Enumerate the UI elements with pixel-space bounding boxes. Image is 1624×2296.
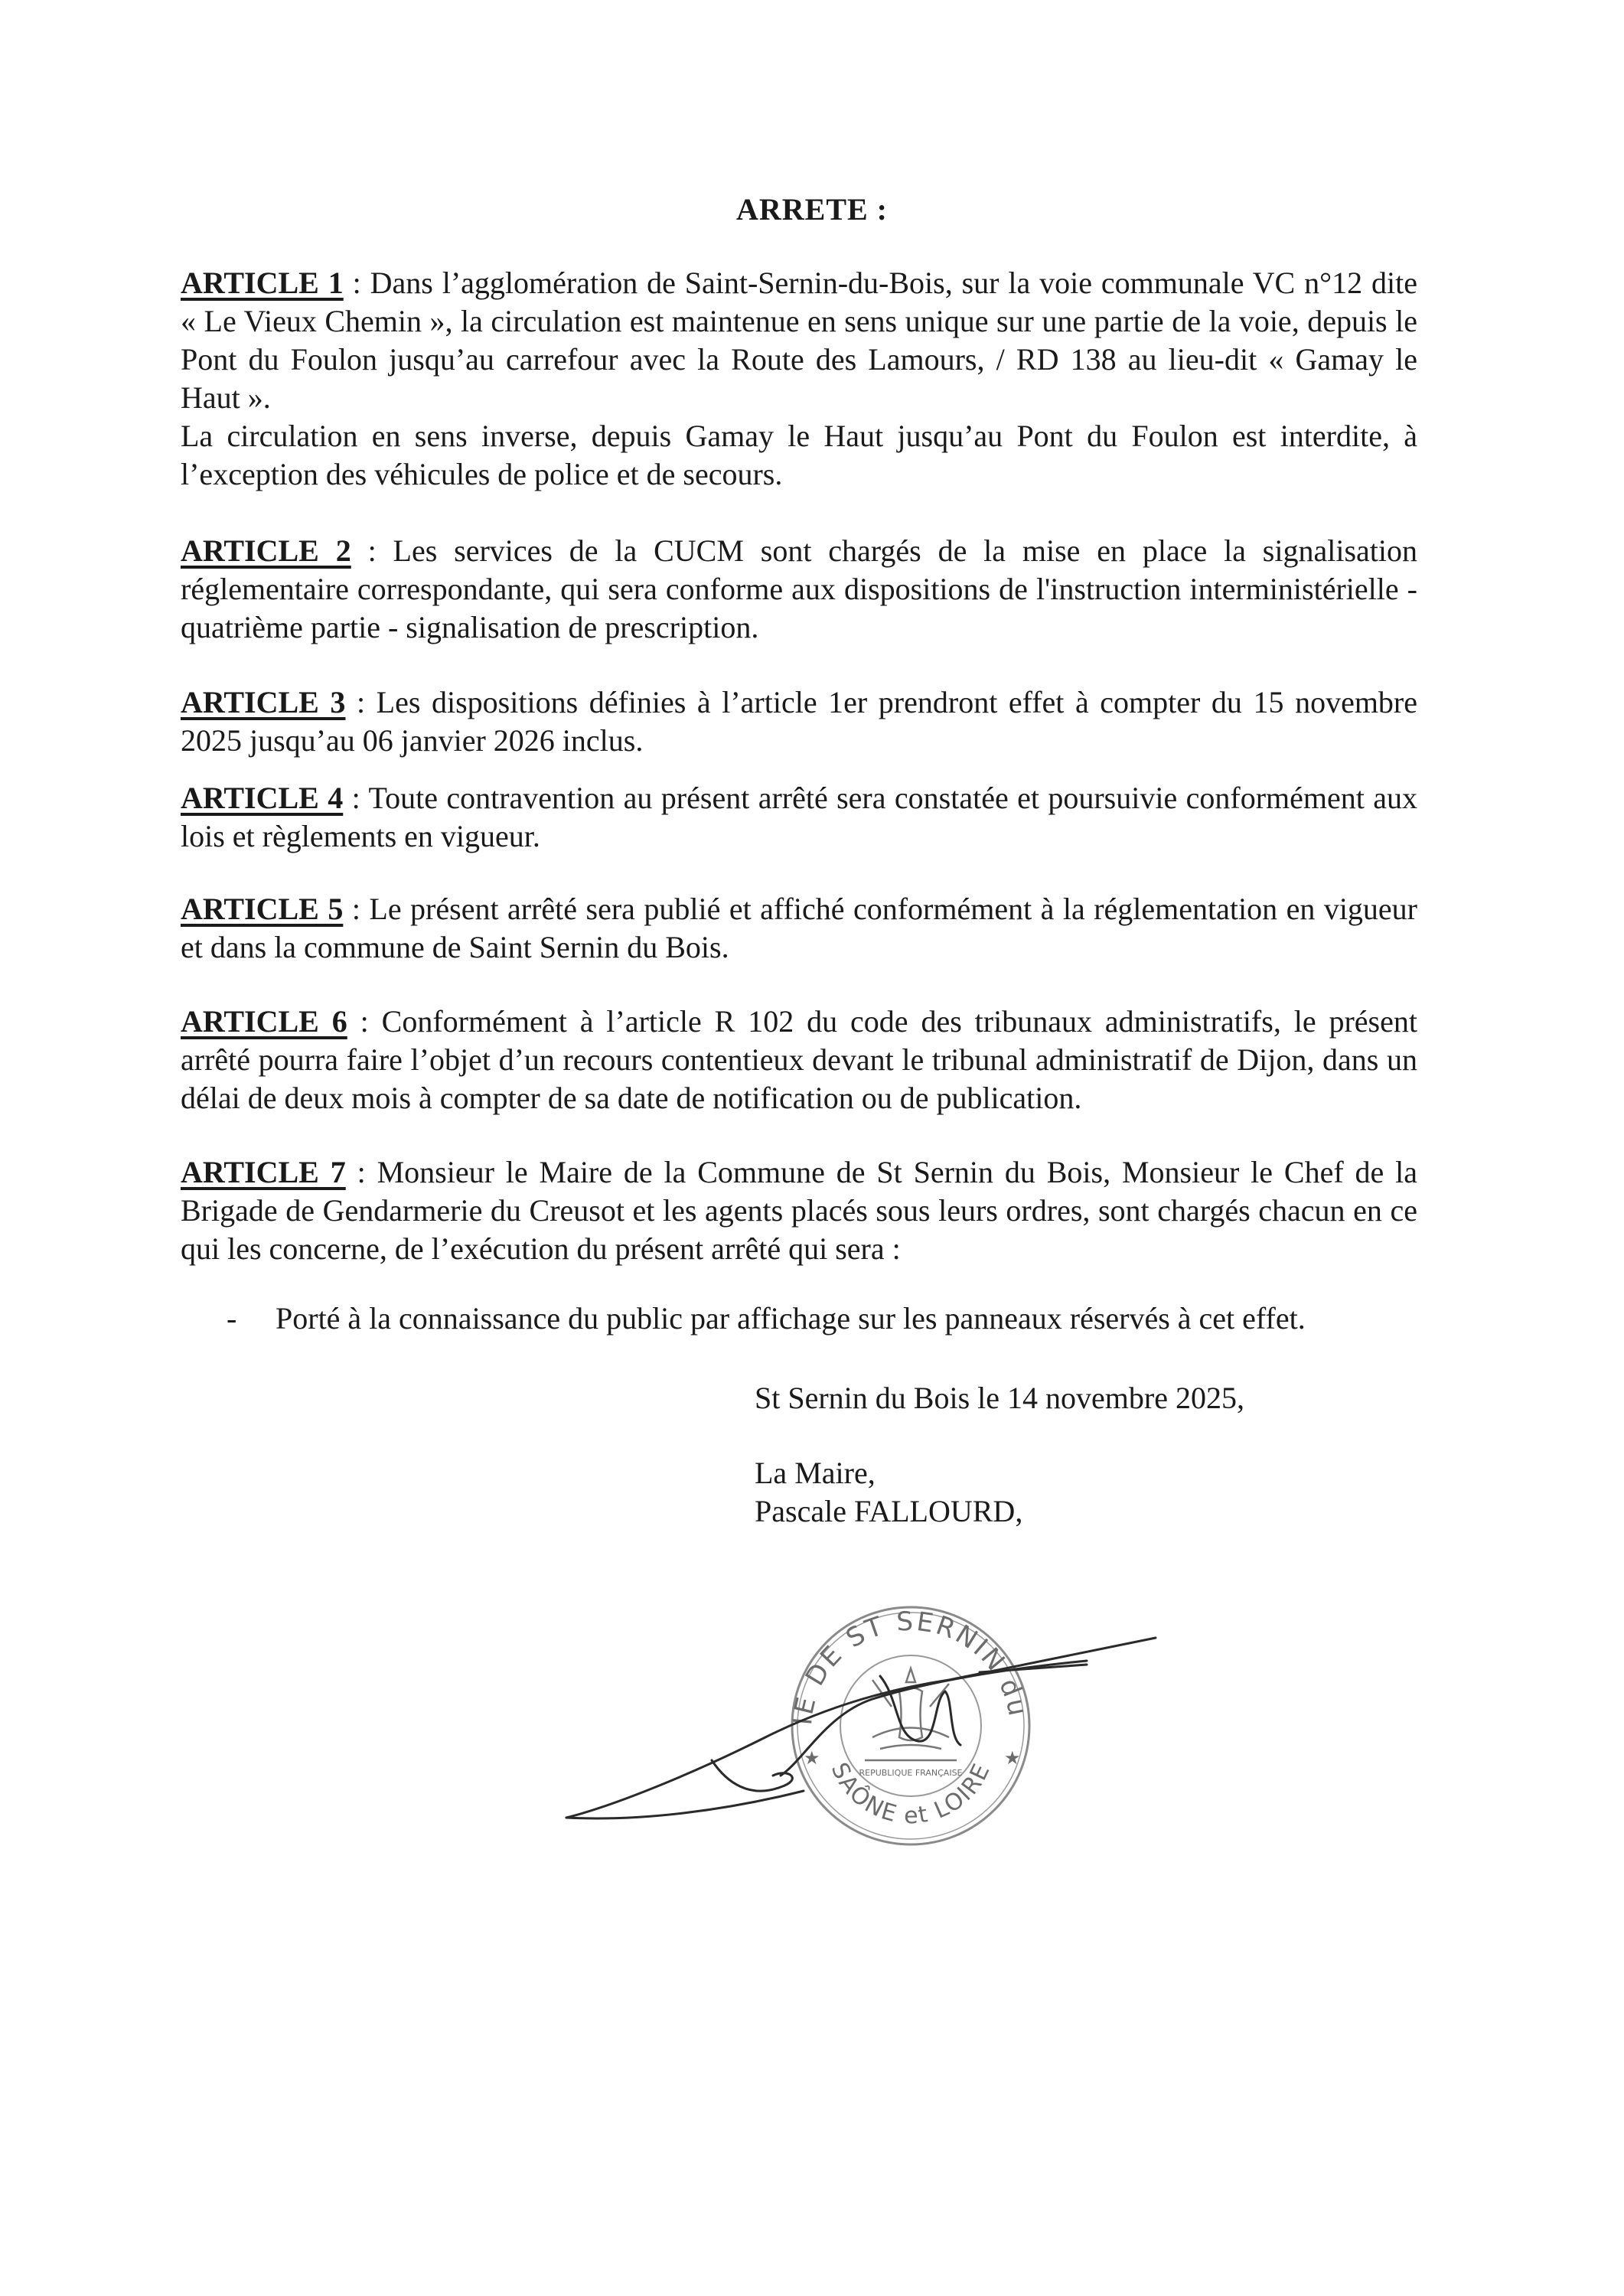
stamp-and-signature <box>551 1584 1240 1860</box>
article-7-paragraph-1 <box>181 1153 1417 1268</box>
official-stamp-icon <box>551 1584 1240 1860</box>
article-5-label: ARTICLE 5 <box>181 892 344 926</box>
article-6-text-1: : Conformément à l’article R 102 du code des tribunaux administratifs, le présent arrêté pourra faire l’objet d’un recours contentieux devant le tribunal administratif de Dijon, dans un délai de deux mois à compter de sa date de notification ou de publication. <box>181 1004 1417 1115</box>
article-5 <box>181 890 1417 967</box>
article-3-paragraph-1 <box>181 683 1417 760</box>
article-7-text-1: : Monsieur le Maire de la Commune de St Sernin du Bois, Monsieur le Chef de la Brigade de Gendarmerie du Creusot et les agents placés sous leurs ordres, sont chargés chacun en ce qui les concerne, de l’exécution du présent arrêté qui sera : <box>181 1155 1418 1266</box>
article-7-label: ARTICLE 7 <box>181 1155 346 1189</box>
article-1-paragraph-2: La circulation en sens inverse, depuis Gamay le Haut jusqu’au Pont du Foulon est interdite, à l’exception des véhicules de police et de secours. <box>181 419 1417 491</box>
article-3 <box>181 683 1417 760</box>
article-2-label: ARTICLE 2 <box>181 533 351 568</box>
article-3-text-1: : Les dispositions définies à l’article 1er prendront effet à compter du 15 novembre 2025 jusqu’au 06 janvier 2026 inclus. <box>181 685 1418 758</box>
bullet-item <box>227 1300 1306 1338</box>
article-1 <box>181 264 1417 494</box>
article-1-paragraph-1 <box>181 264 1417 417</box>
article-2-text-1: : Les services de la CUCM sont chargés de la mise en place la signalisation réglementaire correspondante, qui sera conforme aux dispositions de l'instruction interministérielle - quatrième partie - signalisation de prescription. <box>181 533 1418 644</box>
article-2 <box>181 532 1417 647</box>
document-title: ARRETE : <box>735 192 889 227</box>
stamp-inner-text: REPUBLIQUE FRANÇAISE <box>859 1768 963 1778</box>
article-6 <box>181 1003 1417 1117</box>
article-4 <box>181 779 1417 856</box>
article-4-label: ARTICLE 4 <box>181 781 344 815</box>
closing-name: Pascale FALLOURD, <box>755 1494 1023 1528</box>
stamp-bottom-text: SAÔNE et LOIRE <box>825 1758 996 1830</box>
stamp-top-text: IE DE ST SERNIN du <box>788 1606 1034 1727</box>
article-7 <box>181 1153 1417 1268</box>
closing-role: La Maire, <box>755 1456 876 1490</box>
article-1-label: ARTICLE 1 <box>181 266 344 300</box>
article-5-text-1: : Le présent arrêté sera publié et affiché conformément à la réglementation en vigueur et dans la commune de Saint Sernin du Bois. <box>181 892 1418 964</box>
article-6-label: ARTICLE 6 <box>181 1004 347 1039</box>
article-4-paragraph-1 <box>181 779 1417 856</box>
article-1-text-1: : Dans l’agglomération de Saint-Sernin-du-Bois, sur la voie communale VC n°12 dite « Le Vieux Chemin », la circulation est maintenue en sens unique sur une partie de la voie, depuis le Pont du Foulon jusqu’au carrefour avec la Route des Lamours, / RD 138 au lieu-dit « Gamay le Haut ». <box>181 266 1417 415</box>
article-3-label: ARTICLE 3 <box>181 685 346 719</box>
svg-text:★: ★ <box>1004 1747 1021 1769</box>
article-6-paragraph-1 <box>181 1003 1417 1117</box>
bullet-text: Porté à la connaissance du public par affichage sur les panneaux réservés à cet effet. <box>276 1301 1306 1336</box>
closing-place-date: St Sernin du Bois le 14 novembre 2025, <box>755 1381 1244 1415</box>
article-5-paragraph-1 <box>181 890 1417 967</box>
svg-text:★: ★ <box>804 1747 820 1769</box>
article-4-text-1: : Toute contravention au présent arrêté sera constatée et poursuivie conformément aux lois et règlements en vigueur. <box>181 781 1418 853</box>
article-2-paragraph-1 <box>181 532 1417 647</box>
bullet-dash: - <box>227 1301 237 1336</box>
